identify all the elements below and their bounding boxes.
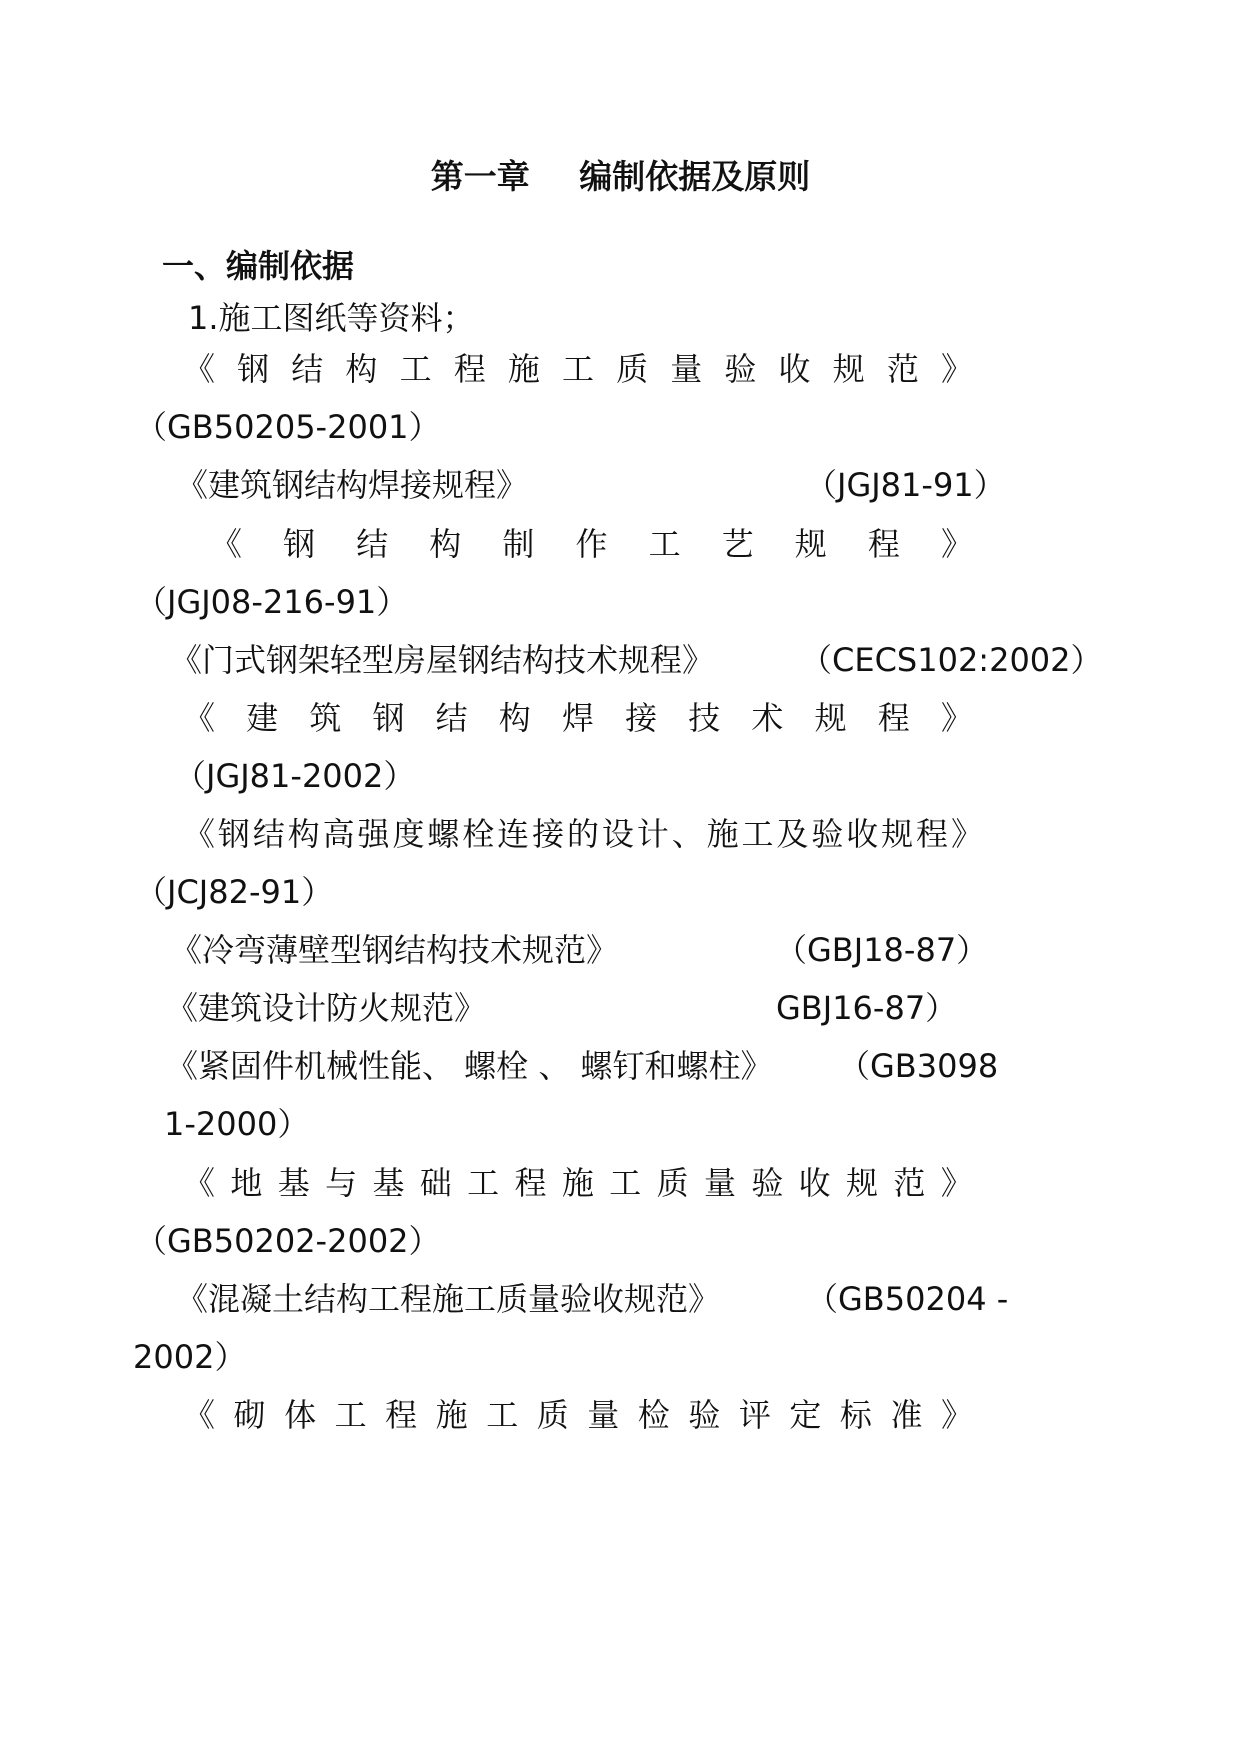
ref-8-name: 《建筑设计防火规范》 bbox=[166, 989, 487, 1027]
ref-11-code-b: 2002） bbox=[133, 1338, 247, 1376]
ref-3-name-text: 《 钢 结 构 制 作 工 艺 规 程 》 bbox=[210, 525, 973, 563]
ref-9-code-b: 1-2000） bbox=[164, 1105, 310, 1143]
ref-9-code-a: （GB3098 bbox=[838, 1047, 999, 1085]
ref-10-name-text: 《 地 基 与 基 础 工 程 施 工 质 量 验 收 规 范 》 bbox=[183, 1164, 973, 1202]
ref-5-name-text: 《 建 筑 钢 结 构 焊 接 技 术 规 程 》 bbox=[183, 699, 973, 737]
item-1: 1.施工图纸等资料； bbox=[188, 299, 475, 337]
ref-7-code: （GBJ18-87） bbox=[775, 931, 989, 969]
ref-10-name bbox=[183, 1163, 973, 1203]
ref-7-name: 《冷弯薄壁型钢结构技术规范》 bbox=[170, 931, 619, 969]
chapter-title: 第一章 编制依据及原则 bbox=[430, 157, 811, 196]
ref-3-name bbox=[210, 524, 973, 564]
ref-5-name bbox=[183, 698, 973, 738]
ref-3-code: （JGJ08-216-91） bbox=[135, 583, 409, 621]
ref-10-code: （GB50202-2002） bbox=[135, 1222, 441, 1260]
ref-2-name: 《建筑钢结构焊接规程》 bbox=[176, 466, 529, 504]
ref-12-name-text: 《 砌 体 工 程 施 工 质 量 检 验 评 定 标 准 》 bbox=[183, 1396, 973, 1434]
section-heading: 一、编制依据 bbox=[162, 247, 355, 285]
ref-8-code: GBJ16-87） bbox=[776, 989, 958, 1027]
ref-9-name: 《紧固件机械性能、 螺栓 、 螺钉和螺柱》 bbox=[166, 1047, 773, 1085]
ref-4-code: （CECS102:2002） bbox=[800, 641, 1103, 679]
ref-11-code-a: （GB50204 - bbox=[806, 1280, 1009, 1318]
ref-1-code: （GB50205-2001） bbox=[135, 408, 441, 446]
ref-12-name bbox=[183, 1395, 973, 1435]
ref-6-name bbox=[183, 814, 983, 854]
ref-4-name: 《门式钢架轻型房屋钢结构技术规程》 bbox=[170, 641, 715, 679]
ref-1-name-text: 《 钢 结 构 工 程 施 工 质 量 验 收 规 范 》 bbox=[183, 350, 973, 388]
ref-5-code: （JGJ81-2002） bbox=[174, 757, 416, 795]
ref-2-code: （JGJ81-91） bbox=[805, 466, 1006, 504]
ref-1-name bbox=[183, 349, 973, 389]
ref-11-name: 《混凝土结构工程施工质量验收规范》 bbox=[176, 1280, 721, 1318]
ref-6-code: （JCJ82-91） bbox=[135, 873, 334, 911]
ref-6-name-text: 《 钢 结 构 高 强 度 螺 栓 连 接 的 设 计 、 施 工 及 验 收 规 程 》 bbox=[183, 815, 983, 853]
